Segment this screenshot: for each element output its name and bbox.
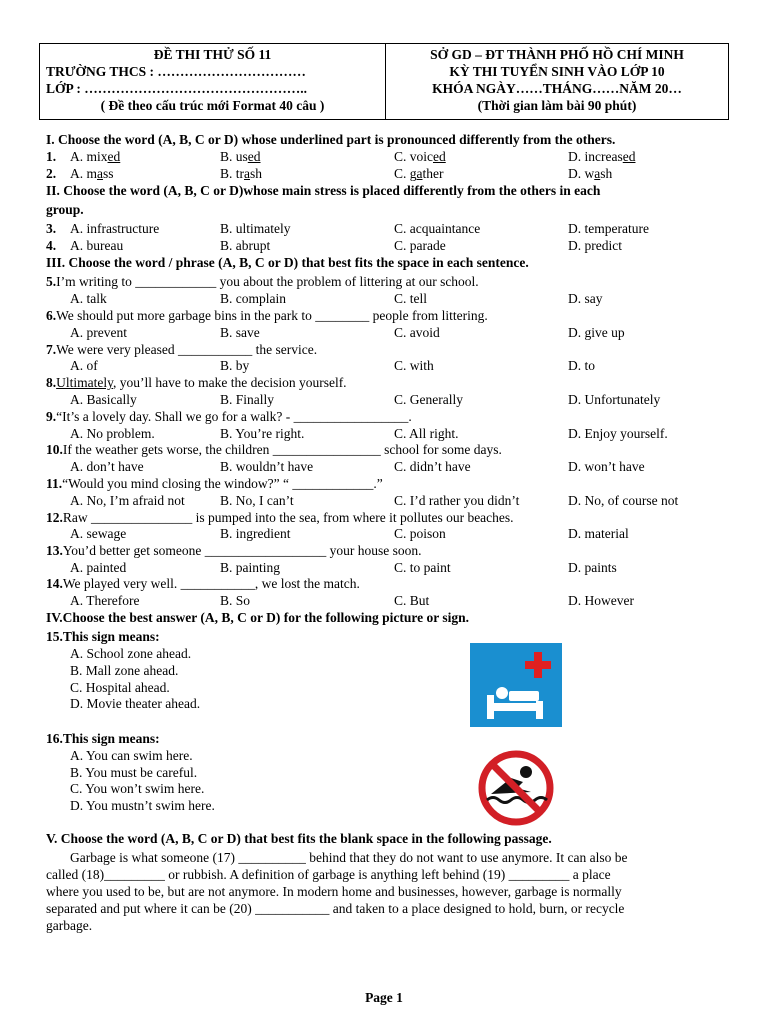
option-d[interactable]: D. won’t have xyxy=(568,459,645,474)
question-15-option-a[interactable]: A. School zone ahead. xyxy=(70,646,192,661)
question-11-stem: 11.“Would you mind closing the window?” “ ____________.” xyxy=(46,476,383,491)
option-b[interactable]: B. You’re right. xyxy=(220,426,305,441)
option-b[interactable]: B. ingredient xyxy=(220,526,291,541)
question-number: 3. xyxy=(46,221,57,236)
option-d[interactable]: D. Unfortunately xyxy=(568,392,661,407)
option-c[interactable]: C. gather xyxy=(394,166,444,181)
option-c[interactable]: C. to paint xyxy=(394,560,451,575)
option-a[interactable]: A. No, I’m afraid not xyxy=(70,493,185,508)
no-swimming-sign-icon xyxy=(471,748,561,828)
option-b[interactable]: B. So xyxy=(220,593,251,608)
section-2-heading-cont: group. xyxy=(46,202,84,217)
option-b[interactable]: B. painting xyxy=(220,560,280,575)
option-b[interactable]: B. abrupt xyxy=(220,238,271,253)
passage xyxy=(46,849,706,934)
question-10-stem: 10.If the weather gets worse, the children ________________ school for some days. xyxy=(46,442,502,457)
question-2 xyxy=(46,165,738,182)
question-16-option-b[interactable]: B. You must be careful. xyxy=(70,765,198,780)
section-4-heading: IV.Choose the best answer (A, B, C or D) for the following picture or sign. xyxy=(46,610,470,625)
option-c[interactable]: C. acquaintance xyxy=(394,221,481,236)
question-8-options xyxy=(46,391,738,408)
passage-line: garbage. xyxy=(46,918,93,933)
question-14-stem: 14.We played very well. ___________, we lost the match. xyxy=(46,576,360,591)
question-16-option-c[interactable]: C. You won’t swim here. xyxy=(70,781,205,796)
option-a[interactable]: A. mixed xyxy=(70,149,121,164)
question-15-option-d[interactable]: D. Movie theater ahead. xyxy=(70,696,201,711)
option-d[interactable]: D. give up xyxy=(568,325,625,340)
question-11-options xyxy=(46,492,738,509)
option-d[interactable]: D. wash xyxy=(568,166,613,181)
question-7-options xyxy=(46,357,738,374)
section-3-heading: III. Choose the word / phrase (A, B, C or D) that best fits the space in each sentence. xyxy=(46,255,529,270)
question-5-options xyxy=(46,290,738,307)
section-2-heading: II. Choose the word (A, B, C or D)whose main stress is placed differently from the others in each xyxy=(46,183,601,198)
section-1-heading: I. Choose the word (A, B, C or D) whose underlined part is pronounced differently from the others. xyxy=(46,132,616,147)
option-a[interactable]: A. of xyxy=(70,358,98,373)
option-c[interactable]: C. didn’t have xyxy=(394,459,471,474)
question-6-options xyxy=(46,324,738,341)
department-name: SỞ GD – ĐT THÀNH PHỐ HỒ CHÍ MINH xyxy=(430,47,684,62)
option-a[interactable]: A. talk xyxy=(70,291,107,306)
question-14-options xyxy=(46,592,738,609)
option-c[interactable]: C. Generally xyxy=(394,392,463,407)
question-16-option-d[interactable]: D. You mustn’t swim here. xyxy=(70,798,215,813)
option-c[interactable]: C. voiced xyxy=(394,149,446,164)
option-d[interactable]: D. increased xyxy=(568,149,636,164)
option-a[interactable]: A. Therefore xyxy=(70,593,140,608)
exam-header xyxy=(39,43,729,120)
question-15-option-b[interactable]: B. Mall zone ahead. xyxy=(70,663,179,678)
question-15-option-c[interactable]: C. Hospital ahead. xyxy=(70,680,170,695)
option-d[interactable]: D. to xyxy=(568,358,595,373)
option-b[interactable]: B. save xyxy=(220,325,260,340)
option-b[interactable]: B. complain xyxy=(220,291,286,306)
question-8-stem: 8.Ultimately, you’ll have to make the decision yourself. xyxy=(46,375,347,390)
question-7-stem: 7.We were very pleased ___________ the service. xyxy=(46,342,318,357)
question-5-stem: 5.I’m writing to ____________ you about the problem of littering at our school. xyxy=(46,274,479,289)
option-b[interactable]: B. Finally xyxy=(220,392,275,407)
page-number: Page 1 xyxy=(365,990,403,1005)
question-16-option-a[interactable]: A. You can swim here. xyxy=(70,748,193,763)
option-d[interactable]: D. Enjoy yourself. xyxy=(568,426,668,441)
option-a[interactable]: A. don’t have xyxy=(70,459,144,474)
question-12-options xyxy=(46,525,738,542)
question-4 xyxy=(46,237,738,254)
option-b[interactable]: B. by xyxy=(220,358,250,373)
option-d[interactable]: D. No, of course not xyxy=(568,493,679,508)
option-d[interactable]: D. predict xyxy=(568,238,622,253)
option-d[interactable]: D. say xyxy=(568,291,603,306)
question-15-stem: 15.This sign means: xyxy=(46,629,160,644)
exam-title: ĐỀ THI THỬ SỐ 11 xyxy=(153,47,272,62)
class-line: LỚP : ………………………………………….. xyxy=(46,81,308,96)
option-d[interactable]: D. material xyxy=(568,526,629,541)
option-a[interactable]: A. infrastructure xyxy=(70,221,160,236)
passage-line: separated and put where it can be (20) ___________ and taken to a place designed to hold, burn, or recycle xyxy=(46,901,625,916)
option-d[interactable]: D. paints xyxy=(568,560,617,575)
option-c[interactable]: C. tell xyxy=(394,291,427,306)
option-c[interactable]: C. I’d rather you didn’t xyxy=(394,493,520,508)
question-6-stem: 6.We should put more garbage bins in the park to ________ people from littering. xyxy=(46,308,488,323)
time-limit: (Thời gian làm bài 90 phút) xyxy=(477,98,637,113)
exam-name: KỲ THI TUYỂN SINH VÀO LỚP 10 xyxy=(449,64,665,79)
option-b[interactable]: B. ultimately xyxy=(220,221,291,236)
option-b[interactable]: B. used xyxy=(220,149,261,164)
option-a[interactable]: A. bureau xyxy=(70,238,124,253)
option-c[interactable]: C. parade xyxy=(394,238,446,253)
option-c[interactable]: C. But xyxy=(394,593,430,608)
question-9-options xyxy=(46,425,738,442)
format-note: ( Đề theo cấu trúc mới Format 40 câu ) xyxy=(100,98,325,113)
question-9-stem: 9.“It’s a lovely day. Shall we go for a walk? - _________________. xyxy=(46,409,412,424)
question-13-options xyxy=(46,559,738,576)
option-b[interactable]: B. No, I can’t xyxy=(220,493,294,508)
question-12-stem: 12.Raw _______________ is pumped into the sea, from where it pollutes our beaches. xyxy=(46,510,514,525)
option-d[interactable]: D. temperature xyxy=(568,221,649,236)
question-13-stem: 13.You’d better get someone __________________ your house soon. xyxy=(46,543,422,558)
option-d[interactable]: D. However xyxy=(568,593,634,608)
question-number: 4. xyxy=(46,238,57,253)
option-c[interactable]: C. with xyxy=(394,358,434,373)
question-16-stem: 16.This sign means: xyxy=(46,731,160,746)
header-right xyxy=(386,44,728,119)
option-c[interactable]: C. All right. xyxy=(394,426,459,441)
school-line: TRƯỜNG THCS : …………………………… xyxy=(46,64,306,79)
header-left xyxy=(40,44,386,119)
option-b[interactable]: B. wouldn’t have xyxy=(220,459,314,474)
question-3 xyxy=(46,220,738,237)
option-c[interactable]: C. avoid xyxy=(394,325,440,340)
option-a[interactable]: A. No problem. xyxy=(70,426,155,441)
option-c[interactable]: C. poison xyxy=(394,526,446,541)
question-10-options xyxy=(46,458,738,475)
option-a[interactable]: A. prevent xyxy=(70,325,127,340)
option-b[interactable]: B. trash xyxy=(220,166,263,181)
question-1 xyxy=(46,148,738,165)
section-5-heading: V. Choose the word (A, B, C or D) that best fits the blank space in the following passage. xyxy=(46,831,552,846)
passage-line: Garbage is what someone (17) __________ behind that they do not want to use anymore. It can also be xyxy=(70,850,628,865)
question-number: 1. xyxy=(46,149,57,164)
option-a[interactable]: A. mass xyxy=(70,166,114,181)
hospital-sign-icon xyxy=(470,643,562,727)
option-a[interactable]: A. painted xyxy=(70,560,127,575)
exam-date: KHÓA NGÀY……THÁNG……NĂM 20… xyxy=(432,81,682,96)
passage-line: called (18)_________ or rubbish. A definition of garbage is anything left behind (19) _________ a place xyxy=(46,867,611,882)
question-number: 2. xyxy=(46,166,57,181)
option-a[interactable]: A. Basically xyxy=(70,392,137,407)
option-a[interactable]: A. sewage xyxy=(70,526,127,541)
passage-line: where you used to be, but are not anymore. In modern home and businesses, however, garbage is normally xyxy=(46,884,622,899)
